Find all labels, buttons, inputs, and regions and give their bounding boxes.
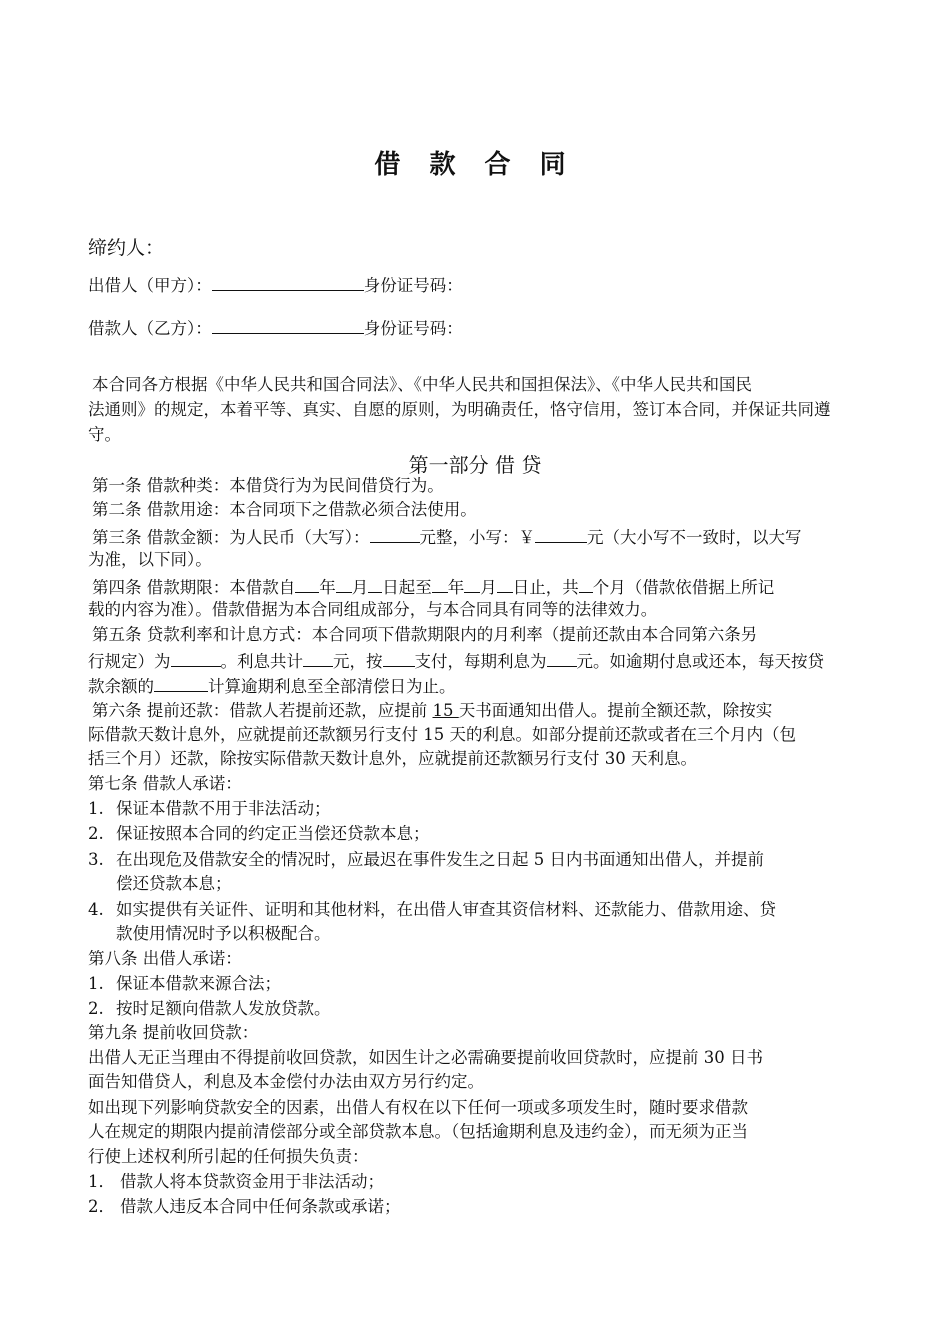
article-9-p1-line-2: 面告知借贷人，利息及本金偿付办法由双方另行约定。 xyxy=(88,1072,484,1091)
list-item-continued: 款使用情况时予以积极配合。 xyxy=(116,924,331,943)
year-label: 年 xyxy=(319,578,336,597)
lender-name-blank[interactable] xyxy=(212,272,364,291)
monthly-rate-blank[interactable] xyxy=(171,648,221,667)
list-text: 保证按照本合同的约定正当偿还贷款本息； xyxy=(116,824,430,843)
list-item xyxy=(88,848,856,872)
article-5-line-3 xyxy=(88,673,856,699)
article-5-text-d: 支付，每期利息为 xyxy=(414,652,547,671)
article-5-line-1: 第五条 贷款利率和计息方式：本合同项下借款期限内的月利率（提前还款由本合同第六条另 xyxy=(92,625,758,644)
article-4-line-2: 载的内容为准）。借款借据为本合同组成部分，与本合同具有同等的法律效力。 xyxy=(88,600,658,619)
article-7-heading: 第七条 借款人承诺： xyxy=(88,774,242,793)
list-text: 如实提供有关证件、证明和其他材料，在出借人审查其资信材料、还款能力、借款用途、贷 xyxy=(116,900,776,919)
lender-label: 出借人（甲方）： xyxy=(88,276,212,295)
preamble-line-2: 法通则》的规定，本着平等、真实、自愿的原则，为明确责任，恪守信用，签订本合同，并保证共同遵 xyxy=(88,400,831,419)
article-1: 第一条 借款种类：本借贷行为为民间借贷行为。 xyxy=(92,476,444,495)
list-number: 2. xyxy=(88,824,104,843)
start-day-blank[interactable] xyxy=(368,574,382,593)
article-3-text-c: 元（大小写不一致时，以大写 xyxy=(587,528,802,547)
year-label: 年 xyxy=(447,578,465,597)
list-item xyxy=(88,822,856,846)
list-item xyxy=(88,797,856,821)
article-6-text-a: 第六条 提前还款：借款人若提前还款，应提前 xyxy=(92,701,433,720)
list-number: 2． xyxy=(88,1197,115,1216)
total-interest-blank[interactable] xyxy=(303,648,333,667)
article-9-p2-line-3: 行使上述权利所引起的任何损失负责： xyxy=(88,1147,369,1166)
article-5-text-f: 款余额的 xyxy=(88,677,154,696)
article-4-text-a: 第四条 借款期限：本借款自 xyxy=(92,578,296,597)
lender-id-label: 身份证号码： xyxy=(363,276,463,295)
article-9-p2-line-1: 如出现下列影响贷款安全的因素，出借人有权在以下任何一项或多项发生时，随时要求借款 xyxy=(88,1098,748,1117)
list-text: 按时足额向借款人发放贷款。 xyxy=(116,999,331,1018)
list-item xyxy=(88,972,856,996)
article-6-line-1 xyxy=(88,699,860,723)
list-text: 在出现危及借款安全的情况时，应最迟在事件发生之日起 5 日内书面通知出借人，并提前 xyxy=(116,850,764,869)
article-3-line-1 xyxy=(88,524,860,550)
article-9-p2-line-2: 人在规定的期限内提前清偿部分或全部贷款本息。（包括逾期利息及违约金），而无须为正当 xyxy=(88,1122,748,1141)
list-number: 1. xyxy=(88,799,104,818)
article-3-text-a: 第三条 借款金额：为人民币（大写）： xyxy=(92,528,370,547)
list-text: 借款人将本贷款资金用于非法活动； xyxy=(120,1172,384,1191)
list-item xyxy=(88,997,856,1021)
article-6-line-3: 括三个月）还款，除按实际借款天数计息外，应就提前还款额另行支付 30 天利息。 xyxy=(88,749,697,768)
article-6-line-2: 际借款天数计息外，应就提前还款额另行支付 15 天的利息。如部分提前还款或者在三个月内（包 xyxy=(88,725,796,744)
article-5-line-2 xyxy=(88,648,856,674)
list-item xyxy=(88,898,856,922)
amount-lower-blank[interactable] xyxy=(535,524,587,543)
borrower-id-label: 身份证号码： xyxy=(363,319,463,338)
borrower-line xyxy=(88,315,856,341)
start-year-blank[interactable] xyxy=(295,574,319,593)
list-item xyxy=(88,1170,856,1194)
list-text: 保证本借款来源合法； xyxy=(116,974,281,993)
list-number: 4. xyxy=(88,900,104,919)
end-month-blank[interactable] xyxy=(464,574,480,593)
article-5-text-e: 元。如逾期付息或还本，每天按贷 xyxy=(576,652,824,671)
article-5-text-a: 行规定）为 xyxy=(88,652,171,671)
end-day-blank[interactable] xyxy=(497,574,513,593)
end-year-blank[interactable] xyxy=(432,574,448,593)
month-label: 月 xyxy=(480,578,497,597)
list-number: 2. xyxy=(88,999,104,1018)
list-number: 1. xyxy=(88,974,104,993)
article-3-line-2: 为准，以下同）。 xyxy=(88,550,212,569)
list-text: 借款人违反本合同中任何条款或承诺； xyxy=(120,1197,401,1216)
borrower-name-blank[interactable] xyxy=(212,315,364,334)
month-label: 月 xyxy=(351,578,369,597)
list-item-continued: 偿还贷款本息； xyxy=(116,874,232,893)
payment-period-blank[interactable] xyxy=(383,648,415,667)
article-8-heading: 第八条 出借人承诺： xyxy=(88,949,242,968)
list-number: 3. xyxy=(88,850,104,869)
article-4-text-e: 个月（借款依借据上所记 xyxy=(592,578,775,597)
part-one-heading: 第一部分 借 贷 xyxy=(408,453,542,477)
article-9-p1-line-1: 出借人无正当理由不得提前收回贷款，如因生计之必需确要提前收回贷款时，应提前 30 日书 xyxy=(88,1048,763,1067)
article-4-line-1 xyxy=(88,574,860,600)
amount-upper-blank[interactable] xyxy=(370,524,420,543)
parties-heading: 缔约人： xyxy=(88,237,165,259)
period-interest-blank[interactable] xyxy=(547,648,577,667)
list-number: 1． xyxy=(88,1172,115,1191)
preamble-line-1: 本合同各方根据《中华人民共和国合同法》、《中华人民共和国担保法》、《中华人民共和国民 xyxy=(92,375,752,394)
start-month-blank[interactable] xyxy=(336,574,352,593)
article-5-text-c: 元，按 xyxy=(333,652,383,671)
notice-days: 15 xyxy=(432,701,459,720)
article-2: 第二条 借款用途：本合同项下之借款必须合法使用。 xyxy=(92,500,477,519)
months-blank[interactable] xyxy=(579,574,593,593)
article-3-text-b: 元整，小写：￥ xyxy=(419,528,535,547)
list-item xyxy=(88,1195,856,1219)
article-5-text-b: 。利息共计 xyxy=(220,652,303,671)
article-4-text-d1: 日起至 xyxy=(382,578,432,597)
document-title: 借 款 合 同 xyxy=(374,150,576,180)
preamble-line-3: 守。 xyxy=(88,425,121,444)
lender-line xyxy=(88,272,856,298)
article-4-text-d2: 日止，共 xyxy=(512,578,579,597)
overdue-rate-blank[interactable] xyxy=(154,673,208,692)
borrower-label: 借款人（乙方）： xyxy=(88,319,212,338)
list-text: 保证本借款不用于非法活动； xyxy=(116,799,331,818)
article-5-text-g: 计算逾期利息至全部清偿日为止。 xyxy=(208,677,456,696)
article-9-heading: 第九条 提前收回贷款： xyxy=(88,1023,259,1042)
article-6-text-b: 天书面通知出借人。提前全额还款，除按实 xyxy=(458,701,773,720)
